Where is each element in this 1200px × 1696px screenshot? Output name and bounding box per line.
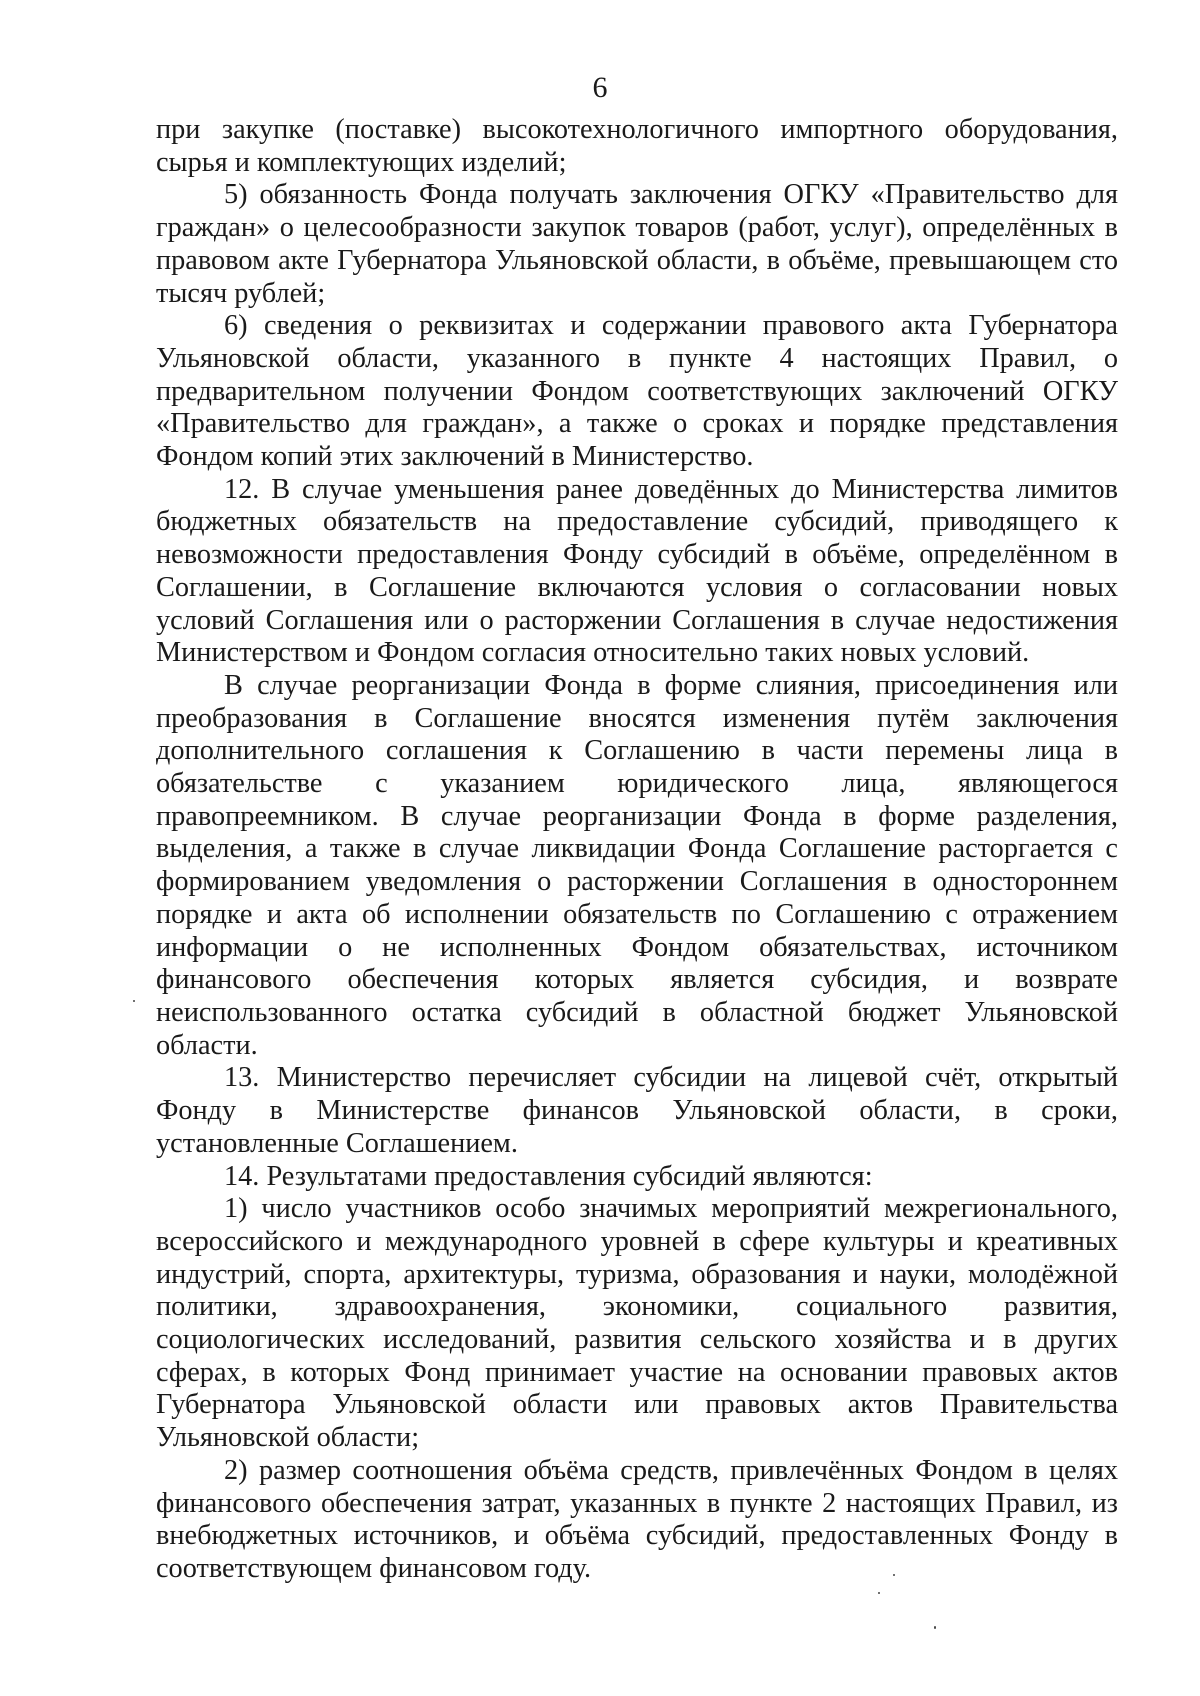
paragraph-reorganization: В случае реорганизации Фонда в форме слияния, присоединения или преобразования в Соглашение вносятся изменения путём заключения дополнительного соглашения к Соглашению в части перемены лица в обязательстве с указанием юридического лица, являющегося правопреемником. В случае реорганизации Фонда в форме разделения, выделения, а также в случае ликвидации Фонда Соглашение расторгается с формированием уведомления о расторжении Соглашения в одностороннем порядке и акта об исполнении обязательств по Соглашению с отражением информации о не исполненных Фондом обязательствах, источником финансового обеспечения которых является субсидия, и возврате неиспользованного остатка субсидий в областной бюджет Ульяновской области.: [156, 669, 1118, 1061]
document-body: [156, 114, 1118, 1586]
paragraph-continuation: при закупке (поставке) высокотехнологичного импортного оборудования, сырья и комплектующих изделий;: [156, 114, 1118, 178]
paragraph-clause-14: 14. Результатами предоставления субсидий являются:: [224, 1160, 873, 1192]
paragraph-item-5: 5) обязанность Фонда получать заключения ОГКУ «Правительство для граждан» о целесообразности закупок товаров (работ, услуг), определённых в правовом акте Губернатора Ульяновской области, в объёме, превышающем сто тысяч рублей;: [156, 179, 1118, 309]
paragraph-result-2: 2) размер соотношения объёма средств, привлечённых Фондом в целях финансового обеспечения затрат, указанных в пункте 2 настоящих Правил, из внебюджетных источников, и объёма субсидий, предоставленных Фонду в соответствующем финансовом году.: [156, 1454, 1118, 1584]
paragraph-clause-13: 13. Министерство перечисляет субсидии на лицевой счёт, открытый Фонду в Министерстве финансов Ульяновской области, в сроки, установленные Соглашением.: [156, 1062, 1118, 1159]
paragraph-result-1: 1) число участников особо значимых мероприятий межрегионального, всероссийского и международного уровней в сфере культуры и креативных индустрий, спорта, архитектуры, туризма, образования и науки, молодёжной политики, здравоохранения, экономики, социального развития, социологических исследований, развития сельского хозяйства и в других сферах, в которых Фонд принимает участие на основании правовых актов Губернатора Ульяновской области или правовых актов Правительства Ульяновской области;: [156, 1193, 1118, 1454]
paragraph-item-6: 6) сведения о реквизитах и содержании правового акта Губернатора Ульяновской области, указанного в пункте 4 настоящих Правил, о предварительном получении Фондом соответствующих заключений ОГКУ «Правительство для граждан», а также о сроках и порядке представления Фондом копий этих заключений в Министерство.: [156, 310, 1118, 473]
paragraph-clause-12: 12. В случае уменьшения ранее доведённых до Министерства лимитов бюджетных обязательств на предоставление субсидий, приводящего к невозможности предоставления Фонду субсидий в объёме, определённом в Соглашении, в Соглашение включаются условия о согласовании новых условий Соглашения или о расторжении Соглашения в случае недостижения Министерством и Фондом согласия относительно таких новых условий.: [156, 473, 1118, 669]
scan-speck: [934, 1626, 936, 1629]
scan-speck: [878, 1592, 880, 1594]
page-number: 6: [592, 71, 608, 104]
scan-speck: [893, 1574, 895, 1576]
scan-speck: [133, 1000, 135, 1002]
